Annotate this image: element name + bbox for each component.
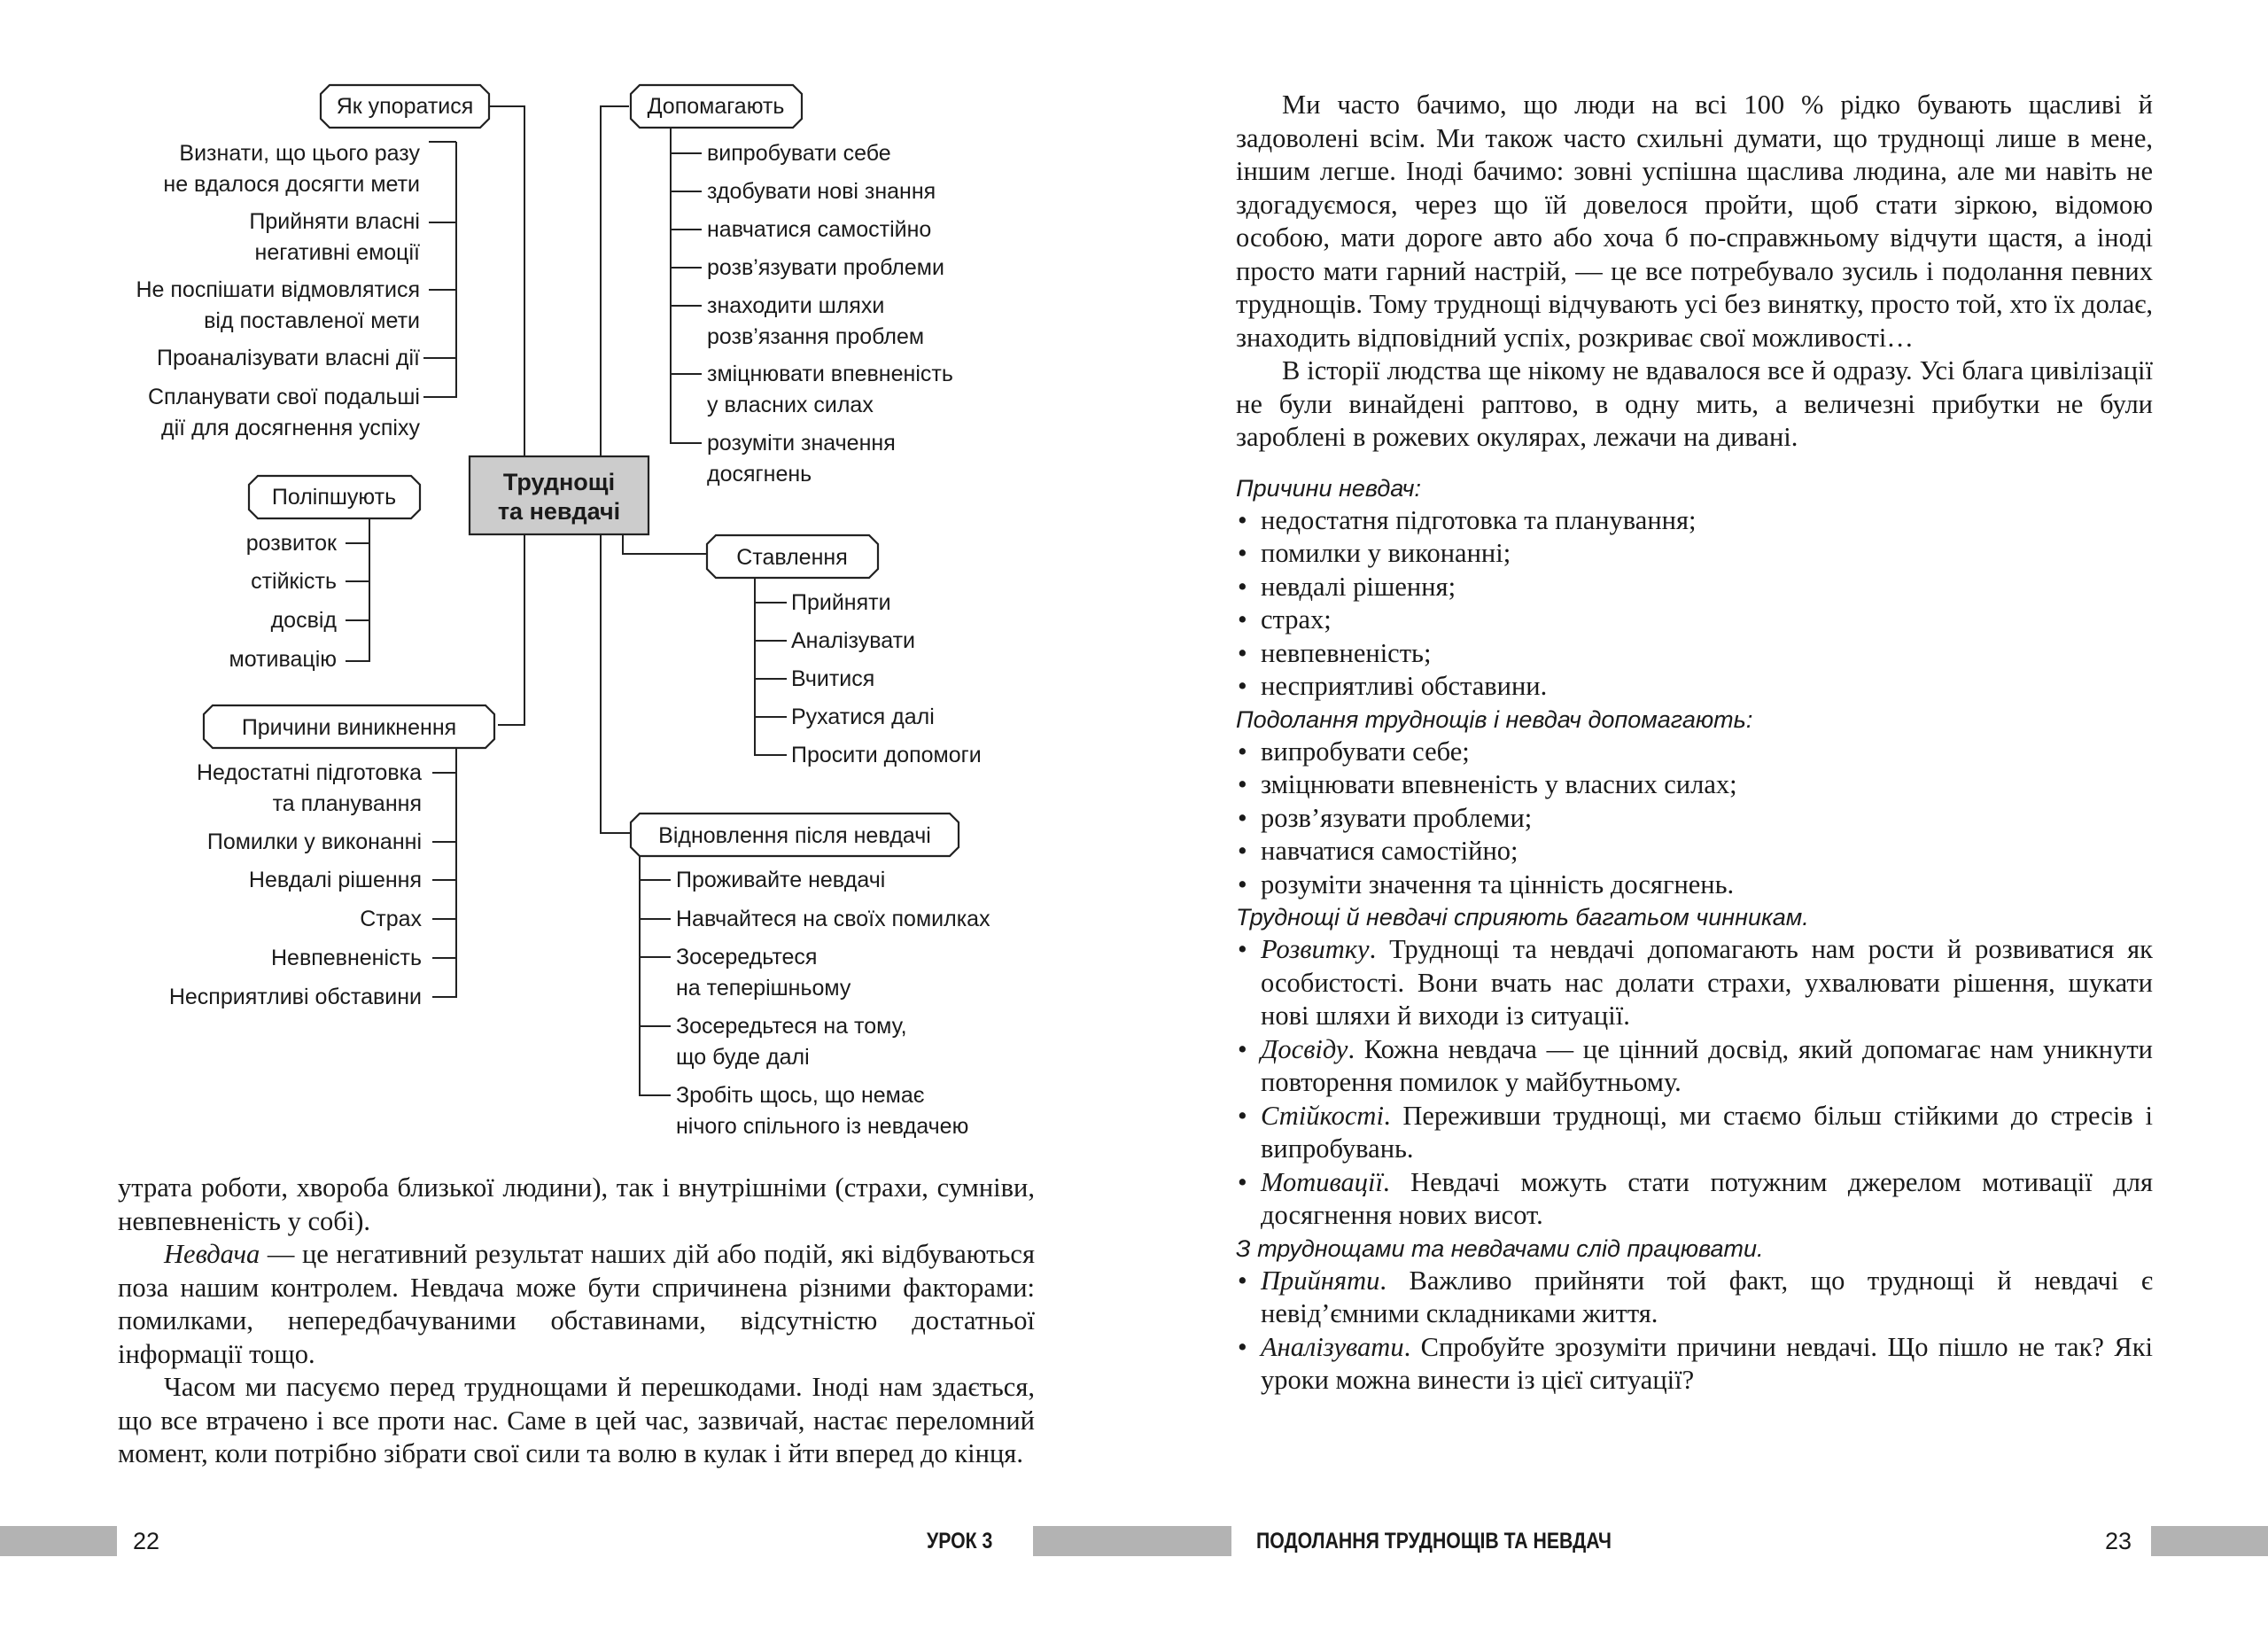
attitude-items	[791, 590, 982, 767]
list-item: • розв’язувати проблеми;	[1236, 802, 2153, 836]
help-item-4: розв’язувати проблеми	[707, 255, 944, 280]
left-paragraph-3: Часом ми пасуємо перед труднощами й перешкодами. Іноді нам здається, що все втрачено і все проти нас. Саме в цей час, зазвичай, настає переломний момент, коли потрібно зібрати свої сили та волю в кулак і йти вперед до кінця.	[118, 1372, 1035, 1468]
node-help	[631, 85, 802, 128]
list-item: • недостатня підготовка та планування;	[1236, 504, 2153, 538]
recovery-item-3a: Зосередьтеся	[676, 945, 818, 969]
help-list	[1236, 736, 2153, 902]
recovery-item-1: Проживайте невдачі	[676, 868, 886, 892]
page-number-left: 22	[133, 1528, 160, 1554]
list-item: • страх;	[1236, 603, 2153, 637]
recovery-item-5b: нічого спільного із невдачею	[676, 1114, 969, 1139]
list-item: • невдалі рішення;	[1236, 571, 2153, 604]
node-causes-title: Причини виникнення	[241, 715, 457, 740]
cope-item-3b: від поставленої мети	[204, 308, 420, 333]
causes-item-1a: Недостатні підготовка	[196, 760, 422, 785]
factor-term: Мотивації	[1261, 1166, 1383, 1197]
list-item	[1236, 1033, 2153, 1100]
factor-text: . Кожна невдача — це цінний досвід, який допомагає нам уникнути повторення помилок у майбутньому.	[1261, 1033, 2153, 1097]
attitude-item-4: Рухатися далі	[791, 705, 935, 729]
list-item	[1236, 1331, 2153, 1398]
factor-text: . Труднощі та невдачі допомагають нам рости й розвиватися як особистості. Вони вчать нас долати страхи, ухвалювати рішення, шукати нові шляхи й виходи із ситуації.	[1261, 934, 2153, 1031]
attitude-item-3: Вчитися	[791, 666, 875, 691]
help-items	[707, 141, 953, 487]
node-cope-title: Як упоратися	[336, 94, 474, 119]
help-item-1: випробувати себе	[707, 141, 891, 166]
factors-list	[1236, 933, 2153, 1233]
node-help-title: Допомагають	[647, 94, 785, 119]
footer-bar-middle	[1033, 1526, 1231, 1556]
help-item-6b: у власних силах	[707, 393, 874, 417]
list-item	[1236, 1100, 2153, 1166]
list-item	[1236, 933, 2153, 1033]
causes-item-6: Несприятливі обставини	[168, 985, 422, 1009]
factor-term: Стійкості	[1261, 1100, 1384, 1131]
recovery-items	[676, 868, 990, 1139]
work-text: . Важливо прийняти той факт, що труднощі й невдачі є невід’ємними складниками життя.	[1261, 1265, 2153, 1328]
list-item: • несприятливі обставини.	[1236, 670, 2153, 704]
help-item-6a: зміцнювати впевненість	[707, 362, 953, 386]
causes-list	[1236, 504, 2153, 704]
cope-item-5a: Спланувати свої подальші	[147, 385, 420, 409]
help-item-2: здобувати нові знання	[707, 179, 936, 204]
causes-item-2: Помилки у виконанні	[206, 829, 422, 854]
improve-item-2: стійкість	[251, 569, 337, 594]
factor-text: . Невдачі можуть стати потужним джерелом мотивації для досягнення нових висот.	[1261, 1166, 2153, 1230]
node-recovery	[631, 814, 959, 856]
left-page-body	[118, 1172, 1035, 1471]
page-number-right: 23	[2105, 1528, 2132, 1554]
list-item: • невпевненість;	[1236, 637, 2153, 671]
improve-item-3: досвід	[270, 608, 337, 633]
causes-heading: Причини невдач:	[1236, 474, 1421, 502]
cope-items	[136, 141, 420, 440]
help-item-5b: розв’язання проблем	[707, 324, 925, 349]
causes-item-5: Невпевненість	[270, 946, 422, 970]
attitude-item-5: Просити допомоги	[791, 743, 982, 767]
cope-item-3a: Не поспішати відмовлятися	[136, 277, 420, 302]
left-paragraph-1: утрата роботи, хвороба близької людини), так і внутрішніми (страхи, сумніви, невпевненість у собі).	[118, 1172, 1035, 1236]
lesson-label: УРОК 3	[927, 1529, 993, 1553]
causes-item-3: Невдалі рішення	[248, 868, 422, 892]
node-recovery-title: Відновлення після невдачі	[658, 823, 931, 848]
help-heading: Подолання труднощів і невдач допомагають:	[1236, 705, 1753, 733]
help-item-5a: знаходити шляхи	[707, 293, 885, 318]
attitude-item-1: Прийняти	[791, 590, 891, 615]
list-item: • помилки у виконанні;	[1236, 537, 2153, 571]
recovery-item-2: Навчайтеся на своїх помилках	[676, 907, 990, 931]
topic-label: ПОДОЛАННЯ ТРУДНОЩІВ ТА НЕВДАЧ	[1256, 1529, 1612, 1553]
node-causes	[204, 705, 494, 748]
improve-items	[229, 531, 338, 672]
cope-item-2b: негативні емоції	[254, 240, 420, 265]
cope-item-2a: Прийняти власні	[249, 209, 420, 234]
help-item-7a: розуміти значення	[707, 431, 896, 456]
cope-item-5b: дії для досягнення успіху	[161, 416, 420, 440]
mind-map-diagram	[0, 0, 1143, 1152]
work-list	[1236, 1265, 2153, 1398]
cope-item-1a: Визнати, що цього разу	[179, 141, 420, 166]
center-line-2: та невдачі	[497, 498, 621, 525]
help-item-7b: досягнень	[707, 462, 812, 487]
footer-bar-left	[0, 1526, 117, 1556]
factor-text: . Переживши труднощі, ми стаємо більш стійкими до стресів і випробувань.	[1261, 1100, 2153, 1164]
list-item: • зміцнювати впевненість у власних силах;	[1236, 768, 2153, 802]
work-heading: З труднощами та невдачами слід працювати.	[1236, 1234, 1764, 1262]
center-line-1: Труднощі	[502, 469, 616, 495]
footer-bar-right	[2151, 1526, 2268, 1556]
recovery-item-3b: на теперішньому	[676, 976, 851, 1001]
right-paragraph-2: В історії людства ще нікому не вдавалося все й одразу. Усі блага цивілізації не були винайдені раптово, в одну мить, а величезні прибутки не були зароблені в рожевих окулярах, лежачи на дивані.	[1236, 355, 2153, 452]
work-text: . Спробуйте зрозуміти причини невдачі. Що пішло не так? Які уроки можна винести із цієї ситуації?	[1261, 1331, 2153, 1395]
work-term: Прийняти	[1261, 1265, 1380, 1296]
right-paragraph-1: Ми часто бачимо, що люди на всі 100 % рідко бувають щасливі й задоволені всім. Ми також часто схильні думати, що труднощі лише в мене, іншим легше. Іноді бачимо: зовні успішна щаслива людина, але ми навіть не здогадуємося, через що їй довелося пройти, щоб стати зіркою, відомою особою, мати дороге авто або хоча б по-справжньому відчути щастя, а іноді просто мати гарний настрій, — це все потребувало зусиль і подолання певних труднощів. Тому труднощі відчувають усі без винятку, просто той, хто їх долає, знаходить відповідний успіх, розкриває свої можливості…	[1236, 90, 2153, 353]
left-paragraph-2	[118, 1238, 1035, 1371]
left-paragraph-2-text: — це негативний результат наших дій або подій, які відбуваються поза нашим контролем. Невдача може бути спричинена різними факторами: помилками, непередбачуваними обставинами, відсутністю достатньої інформації тощо.	[118, 1239, 1035, 1369]
causes-item-4: Страх	[360, 907, 422, 931]
attitude-item-2: Аналізувати	[791, 628, 915, 653]
causes-items	[169, 760, 423, 1009]
causes-item-1b: та планування	[272, 791, 422, 816]
list-item	[1236, 1265, 2153, 1331]
help-item-3: навчатися самостійно	[707, 217, 932, 242]
node-attitude-title: Ставлення	[736, 545, 848, 570]
factor-term: Розвитку	[1261, 934, 1370, 964]
right-page-body	[1236, 89, 2153, 1398]
center-node	[470, 456, 649, 534]
recovery-item-5a: Зробіть щось, що немає	[676, 1083, 925, 1108]
work-term: Аналізувати	[1261, 1331, 1404, 1362]
recovery-item-4b: що буде далі	[676, 1045, 810, 1070]
list-item	[1236, 1166, 2153, 1233]
node-improve-title: Поліпшують	[271, 485, 397, 510]
factor-term: Досвіду	[1261, 1033, 1348, 1064]
list-item: • розуміти значення та цінність досягнень.	[1236, 868, 2153, 902]
improve-item-4: мотивацію	[229, 647, 337, 672]
cope-item-4a: Проаналізувати власні дії	[156, 346, 420, 370]
improve-item-1: розвиток	[245, 531, 337, 556]
node-improve	[249, 476, 420, 518]
recovery-item-4a: Зосередьтеся на тому,	[676, 1014, 907, 1039]
term-failure: Невдача	[164, 1239, 260, 1269]
list-item: • навчатися самостійно;	[1236, 835, 2153, 868]
cope-item-1b: не вдалося досягти мети	[163, 172, 420, 197]
node-attitude	[707, 535, 878, 578]
node-cope	[321, 85, 489, 128]
list-item: • випробувати себе;	[1236, 736, 2153, 769]
factors-heading: Труднощі й невдачі сприяють багатьом чинникам.	[1236, 904, 1809, 931]
